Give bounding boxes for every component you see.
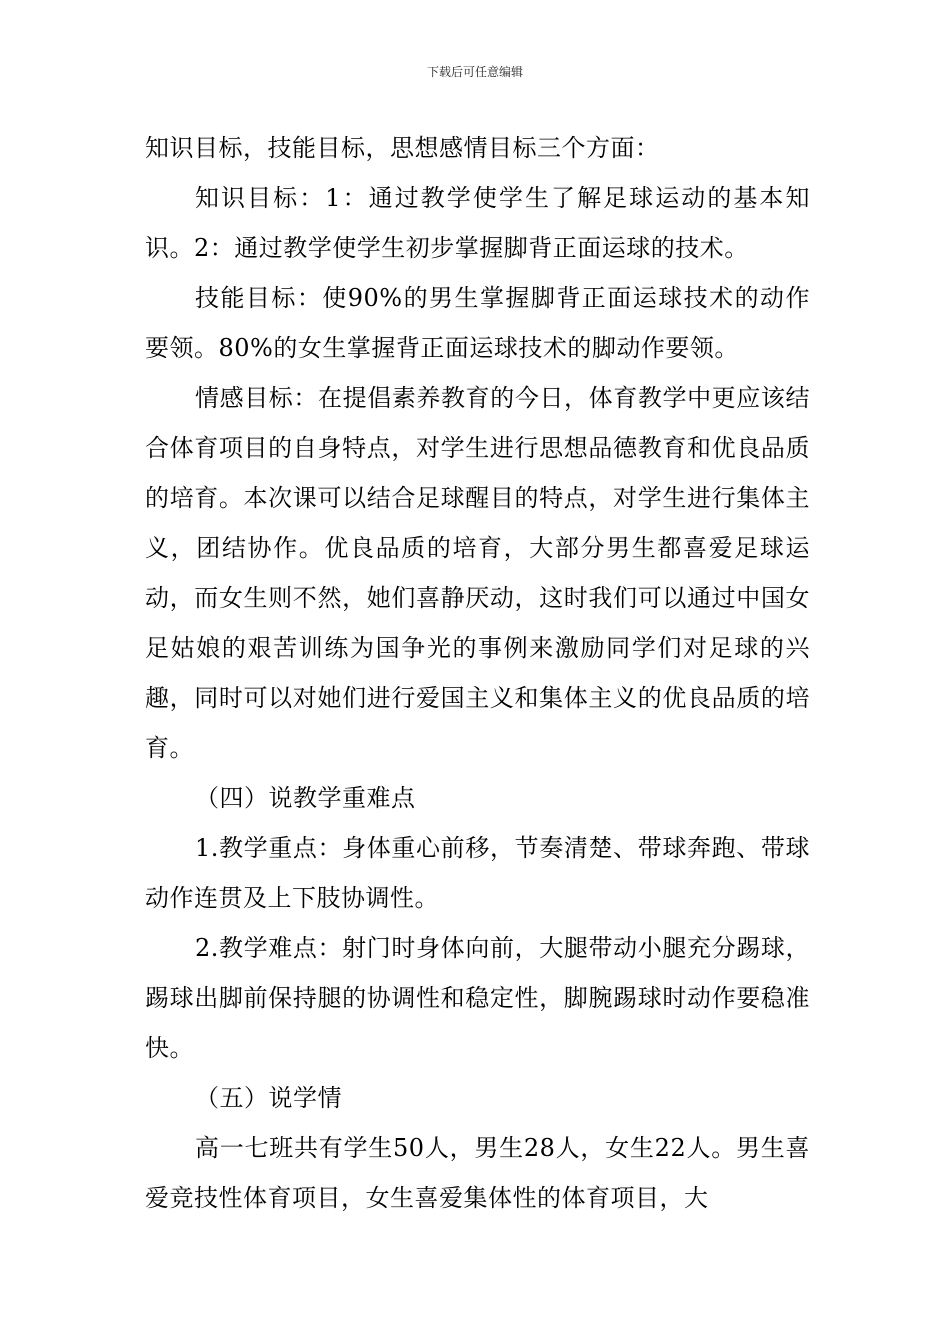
section-heading-student-analysis: （五）说学情 [195,1084,342,1112]
document-body [145,123,810,1223]
paragraph-student-analysis: 高一七班共有学生50人，男生28人，女生22人。男生喜爱竞技性体育项目，女生喜爱集体性的体育项目，大 [145,1134,810,1212]
paragraph-knowledge-goal: 知识目标：1：通过教学使学生了解足球运动的基本知识。2：通过教学使学生初步掌握脚背正面运球的技术。 [145,184,810,262]
paragraph-emotion-goal: 情感目标：在提倡素养教育的今日，体育教学中更应该结合体育项目的自身特点，对学生进行思想品德教育和优良品质的培育。本次课可以结合足球醒目的特点，对学生进行集体主义，团结协作。优良品质的培育，大部分男生都喜爱足球运动，而女生则不然，她们喜静厌动，这时我们可以通过中国女足姑娘的艰苦训练为国争光的事例来激励同学们对足球的兴趣，同时可以对她们进行爱国主义和集体主义的优良品质的培育。 [145,384,810,762]
page-header: 下载后可任意编辑 [426,65,523,79]
section-heading-key-points: （四）说教学重难点 [195,784,416,812]
paragraph-skill-goal: 技能目标：使90%的男生掌握脚背正面运球技术的动作要领。80%的女生掌握背正面运球技术的脚动作要领。 [145,284,810,362]
paragraph-key-point: 1.教学重点：身体重心前移，节奏清楚、带球奔跑、带球动作连贯及上下肢协调性。 [145,834,810,912]
paragraph-difficult-point: 2.教学难点：射门时身体向前，大腿带动小腿充分踢球，踢球出脚前保持腿的协调性和稳定性，脚腕踢球时动作要稳准快。 [145,934,810,1062]
paragraph-intro: 知识目标，技能目标，思想感情目标三个方面： [145,134,660,162]
